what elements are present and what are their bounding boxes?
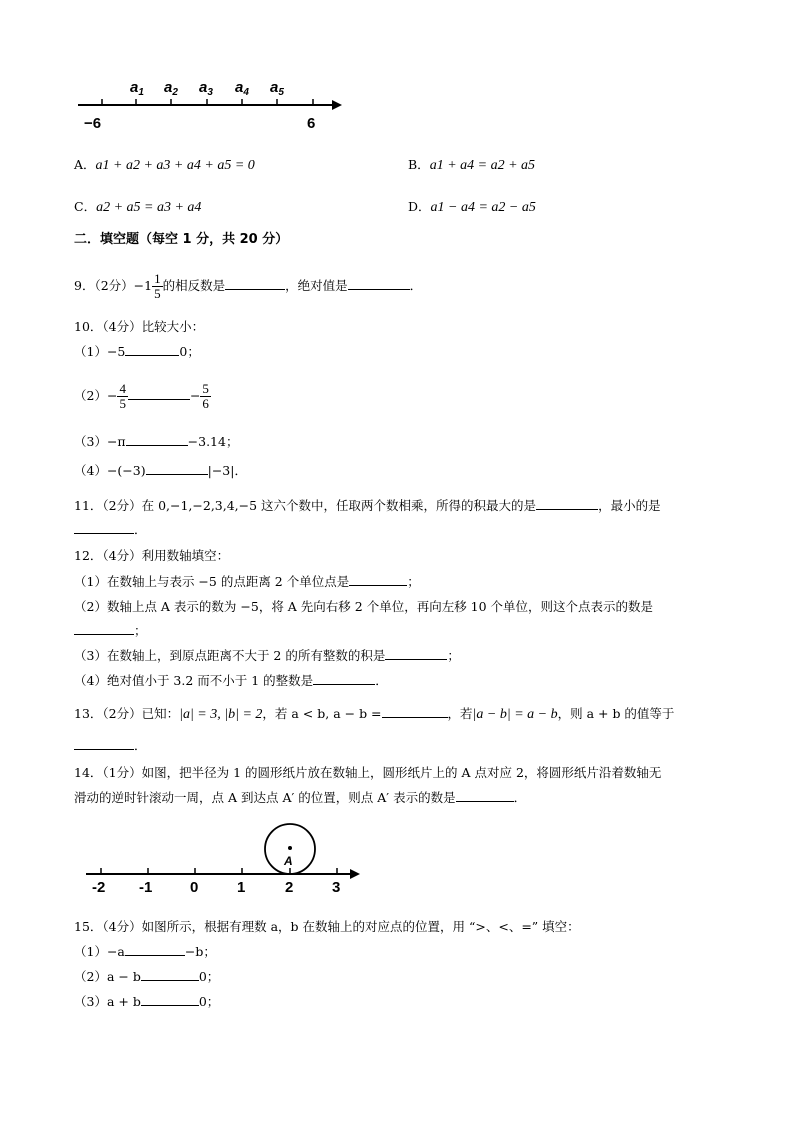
- q9-blank-2[interactable]: [348, 277, 410, 290]
- option-b: B．a1 + a4 = a2 + a5: [408, 157, 536, 173]
- number-line-figure: [70, 70, 360, 140]
- q10-blank-1[interactable]: [125, 343, 179, 356]
- option-a: A．a1 + a2 + a3 + a4 + a5 = 0: [74, 157, 255, 173]
- point-a-label: A: [284, 854, 293, 868]
- number-line-arrow-2: [350, 869, 360, 879]
- q14-line2: 滑动的逆时针滚动一周，点 A 到达点 A′ 的位置，则点 A′ 表示的数是 ．: [74, 790, 527, 805]
- tick-label-0: 0: [190, 879, 199, 896]
- option-c-expr: a2 + a5 = a3 + a4: [96, 200, 202, 215]
- q11-blank-1[interactable]: [536, 497, 598, 510]
- q12-part1: （1）在数轴上与表示 −5 的点距离 2 个单位点是 ；: [74, 574, 420, 589]
- q12-part2-cont: ；: [74, 622, 147, 640]
- q15-blank-2[interactable]: [141, 968, 199, 981]
- section-heading: 二．填空题（每空 1 分，共 20 分）: [74, 232, 289, 247]
- q13-blank-1[interactable]: [382, 705, 448, 718]
- q12-blank-1[interactable]: [349, 573, 407, 586]
- option-c: C．a2 + a5 = a3 + a4: [74, 199, 202, 215]
- q13-line2: ．: [74, 737, 147, 755]
- q12-stem: 12．（4分）利用数轴填空：: [74, 548, 230, 563]
- q10-blank-3[interactable]: [126, 433, 188, 446]
- q10-blank-4[interactable]: [146, 462, 208, 475]
- q13-line1: 13．（2分）已知：|a| = 3, |b| = 2，若 a < b, a − b = ，若|a − b| = a − b，则 a + b 的值等于: [74, 706, 675, 722]
- right-end-label: 6: [307, 115, 316, 132]
- a4-label: $a_4$: [235, 79, 249, 98]
- number-line-arrow: [332, 100, 342, 110]
- q15-stem: 15．（4分）如图所示，根据有理数 a，b 在数轴上的对应点的位置，用 “>、<、=” 填空：: [74, 919, 580, 934]
- q12-blank-2[interactable]: [74, 622, 134, 635]
- q9-blank-1[interactable]: [225, 277, 285, 290]
- option-b-expr: a1 + a4 = a2 + a5: [429, 158, 536, 173]
- q10-part4: （4）−(−3) |−3|．: [74, 463, 247, 478]
- q11-line1: 11．（2分）在 0,−1,−2,3,4,−5 这六个数中，任取两个数相乘，所得的积最大的是 ，最小的是: [74, 498, 661, 513]
- tick-label-1: 1: [237, 879, 246, 896]
- left-end-label: −6: [84, 115, 102, 132]
- q12-part4: （4）绝对值小于 3.2 而不小于 1 的整数是 ．: [74, 673, 388, 688]
- q11-line2: ．: [74, 521, 147, 539]
- a5-label: $a_5$: [270, 79, 284, 98]
- a1-label: $a_1$: [130, 79, 144, 98]
- circle-number-line-figure: [80, 820, 370, 900]
- q15-part2: （2）a − b 0；: [74, 969, 220, 984]
- tick-label-neg1: -1: [139, 879, 153, 896]
- q14-line1: 14．（1分）如图，把半径为 1 的圆形纸片放在数轴上，圆形纸片上的 A 点对应 2，将圆形纸片沿着数轴无: [74, 765, 662, 780]
- tick-label-3: 3: [332, 879, 341, 896]
- option-a-expr: a1 + a2 + a3 + a4 + a5 = 0: [95, 158, 255, 173]
- q15-blank-3[interactable]: [141, 993, 199, 1006]
- q10-part1: （1）−5 0；: [74, 344, 200, 359]
- q11-blank-2[interactable]: [74, 521, 134, 534]
- q12-blank-4[interactable]: [313, 672, 375, 685]
- q9-fraction: $\frac{1}{5}$: [154, 271, 161, 301]
- q15-blank-1[interactable]: [125, 943, 185, 956]
- a3-label: $a_3$: [199, 79, 213, 98]
- q15-part1: （1）−a −b；: [74, 944, 216, 959]
- option-d: D．a1 − a4 = a2 − a5: [408, 199, 536, 215]
- point-a-dot: [288, 846, 292, 850]
- tick-label-2: 2: [285, 879, 294, 896]
- q12-part3: （3）在数轴上，到原点距离不大于 2 的所有整数的积是 ；: [74, 648, 460, 663]
- q15-part3: （3）a + b 0；: [74, 994, 220, 1009]
- q14-blank[interactable]: [456, 789, 514, 802]
- tick-label-neg2: -2: [92, 879, 106, 896]
- q10-part2: （2）− $\frac{4}{5}$ − $\frac{5}{6}$: [74, 381, 209, 411]
- question-9: 9．（2分）−1 $\frac{1}{5}$ 的相反数是 ，绝对值是 ．: [74, 271, 423, 301]
- q10-stem: 10．（4分）比较大小：: [74, 319, 205, 334]
- q12-blank-3[interactable]: [385, 647, 447, 660]
- option-d-expr: a1 − a4 = a2 − a5: [430, 200, 536, 215]
- q13-blank-2[interactable]: [74, 737, 134, 750]
- q12-part2: （2）数轴上点 A 表示的数为 −5，将 A 先向右移 2 个单位，再向左移 10 个单位，则这个点表示的数是: [74, 599, 654, 614]
- a2-label: $a_2$: [164, 79, 178, 98]
- q10-blank-2[interactable]: [128, 387, 190, 400]
- q10-part3: （3）−π −3.14；: [74, 434, 239, 449]
